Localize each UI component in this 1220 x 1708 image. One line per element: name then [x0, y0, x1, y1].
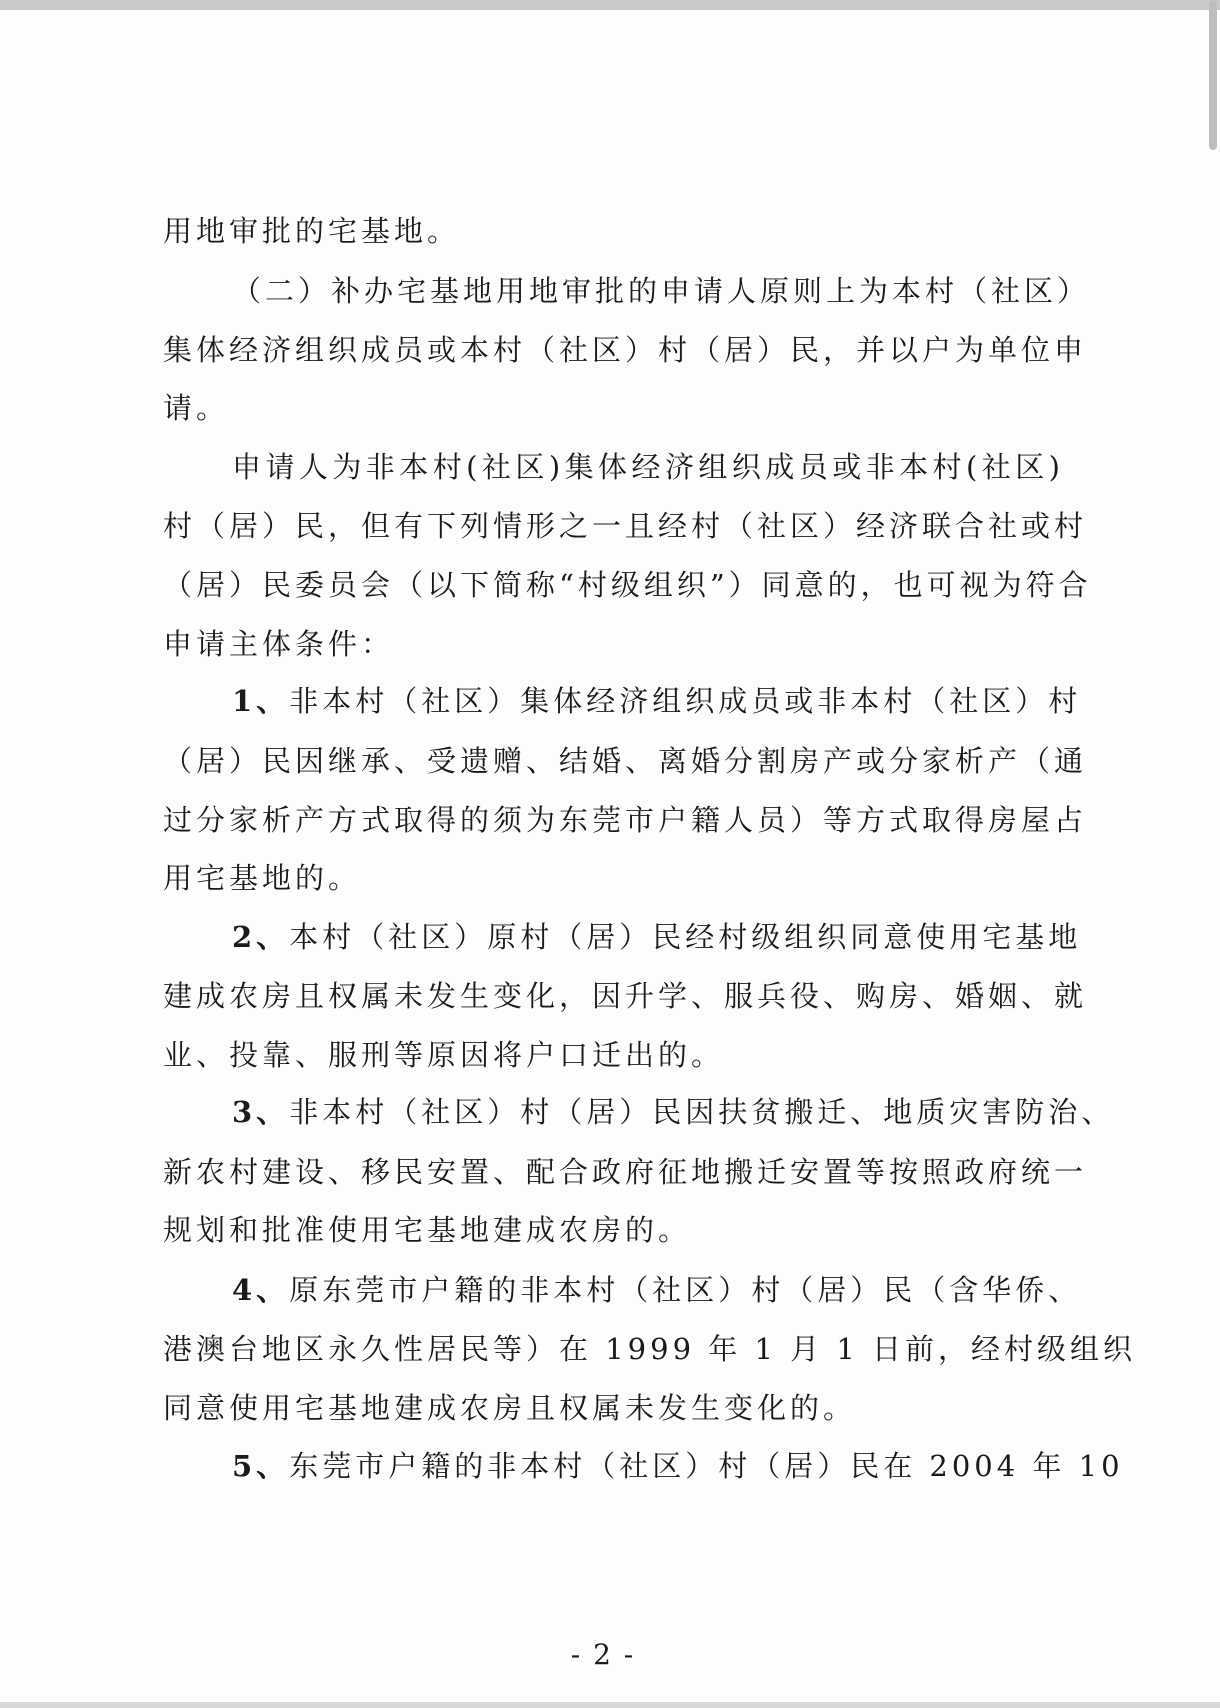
item-number: 1、: [232, 684, 290, 718]
line-text: 新农村建设、移民安置、配合政府征地搬迁安置等按照政府统一: [163, 1155, 1088, 1189]
text-line: [232, 447, 1064, 487]
text-line: [232, 1270, 1082, 1310]
line-text: 业、投靠、服刑等原因将户口迁出的。: [163, 1038, 725, 1072]
page-number: - 2 -: [570, 1638, 636, 1671]
text-line: [163, 800, 1088, 840]
line-text: 规划和批准使用宅基地建成农房的。: [163, 1213, 692, 1247]
line-text: 同意使用宅基地建成农房且权属未发生变化的。: [163, 1391, 857, 1425]
text-line: [232, 1446, 1124, 1486]
bottom-bar: [0, 1702, 1220, 1708]
text-line: [232, 1092, 1115, 1132]
line-text: 建成农房且权属未发生变化，因升学、服兵役、购房、婚姻、就: [163, 979, 1088, 1013]
line-text: 申请人为非本村(社区)集体经济组织成员或非本村(社区): [232, 450, 1064, 484]
item-number: 4、: [232, 1273, 290, 1307]
line-text: 本村（社区）原村（居）民经村级组织同意使用宅基地: [289, 920, 1082, 954]
line-text: 东莞市户籍的非本村（社区）村（居）民在 2004 年 10: [289, 1449, 1124, 1483]
item-number: 3、: [232, 1095, 290, 1129]
scroll-thumb[interactable]: [1209, 0, 1217, 150]
line-text: 集体经济组织成员或本村（社区）村（居）民，并以户为单位申: [163, 333, 1088, 367]
text-line: [232, 917, 1082, 957]
vertical-scrollbar[interactable]: [1206, 0, 1220, 1708]
line-text: 非本村（社区）集体经济组织成员或非本村（社区）村: [289, 684, 1082, 718]
line-text: 过分家析产方式取得的须为东莞市户籍人员）等方式取得房屋占: [163, 803, 1088, 837]
line-text: 村（居）民，但有下列情形之一且经村（社区）经济联合社或村: [163, 509, 1088, 543]
text-line: [163, 330, 1088, 370]
text-line: [163, 624, 1063, 664]
item-number: 2、: [232, 920, 290, 954]
line-text: 非本村（社区）村（居）民因扶贫搬迁、地质灾害防治、: [289, 1095, 1115, 1129]
text-line: [163, 388, 1063, 428]
text-line: [163, 1210, 1063, 1250]
text-line: [232, 681, 1082, 721]
text-line: [163, 506, 1088, 546]
text-line: [163, 741, 1088, 781]
line-text: 用地审批的宅基地。: [163, 214, 461, 248]
line-text: （居）民委员会（以下简称“村级组织”）同意的，也可视为符合: [163, 568, 1092, 602]
text-line: [163, 1152, 1088, 1192]
text-line: [163, 211, 1063, 251]
text-line: [232, 271, 1091, 311]
line-text: 请。: [163, 391, 230, 425]
text-line: [163, 976, 1088, 1016]
text-line: [163, 1388, 1063, 1428]
line-text: （居）民因继承、受遗赠、结婚、离婚分割房产或分家析产（通: [163, 744, 1088, 778]
item-number: 5、: [232, 1449, 290, 1483]
line-text: 用宅基地的。: [163, 861, 362, 895]
text-line: [163, 565, 1092, 605]
line-text: 申请主体条件：: [163, 627, 395, 661]
text-line: [163, 1329, 1137, 1369]
text-line: [163, 1035, 1063, 1075]
line-text: 原东莞市户籍的非本村（社区）村（居）民（含华侨、: [289, 1273, 1082, 1307]
line-text: （二）补办宅基地用地审批的申请人原则上为本村（社区）: [232, 274, 1091, 308]
line-text: 港澳台地区永久性居民等）在 1999 年 1 月 1 日前，经村级组织: [163, 1332, 1137, 1366]
text-line: [163, 858, 1063, 898]
